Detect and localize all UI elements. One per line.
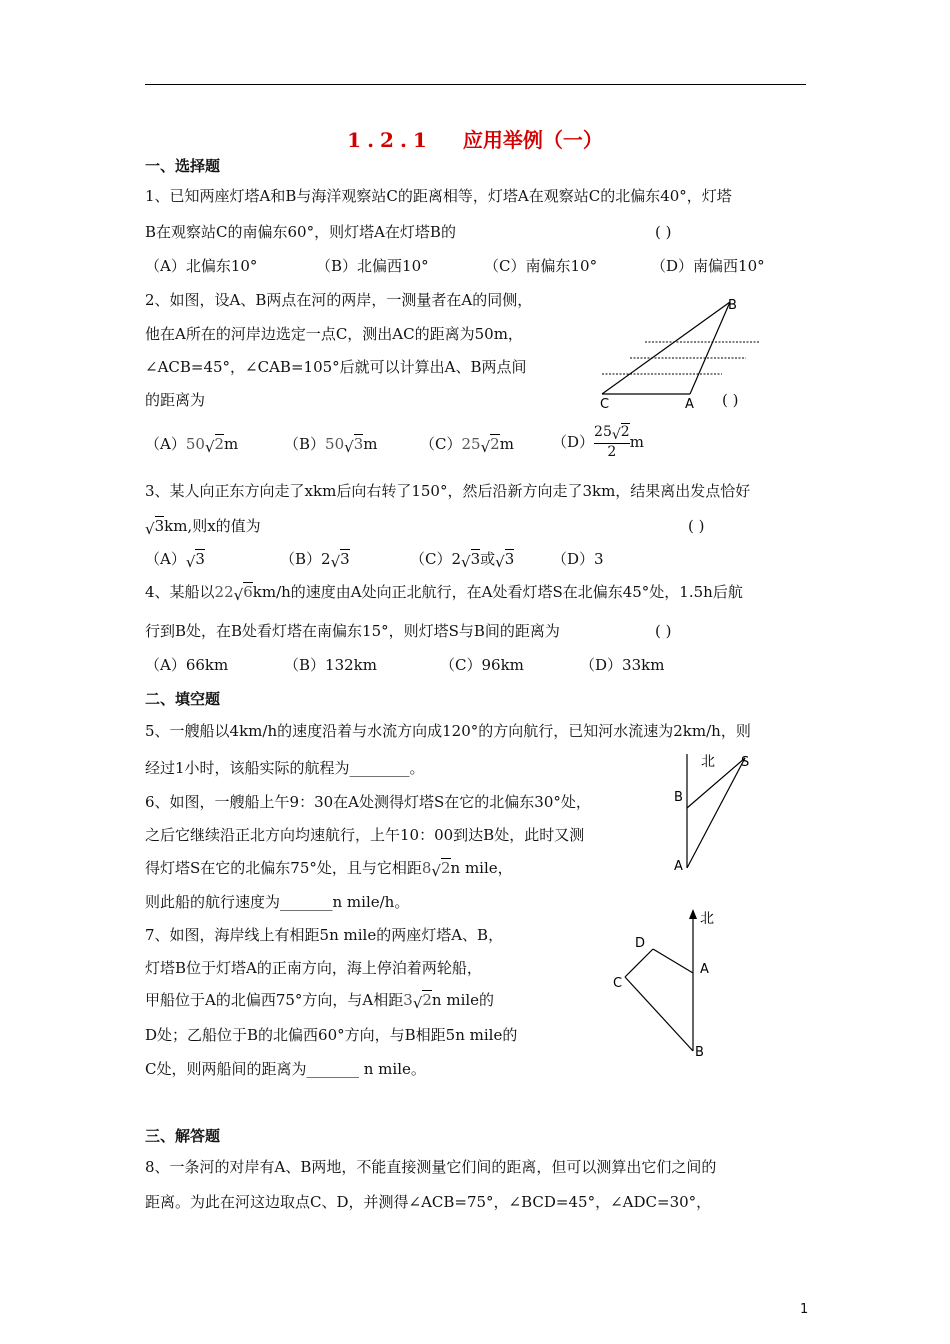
q1-option-a: （A）北偏东10°	[145, 257, 258, 275]
page-title	[0, 124, 950, 153]
q7-line1: 7、如图，海岸线上有相距5n mile的两座灯塔A、B，	[145, 926, 504, 944]
title-text: 应用举例（一）	[462, 128, 603, 152]
section-choice: 一、选择题	[145, 157, 221, 175]
q5-line2: 经过1小时，该船实际的航程为________。	[145, 759, 425, 777]
q2-option-d: $(D)\frac{25√2}{2}$ m	[552, 424, 644, 460]
q3-line1: 3、某人向正东方向走了xkm后向右转了150°，然后沿新方向走了3km，结果离出发点恰好	[145, 482, 751, 500]
q4-paren: ( )	[655, 622, 672, 640]
q6-fig-label-b: B	[674, 790, 683, 805]
q2-line3: ∠ACB=45°，∠CAB=105°后就可以计算出A、B两点间	[145, 358, 527, 376]
title-number: 1.2.1	[347, 128, 433, 152]
q6-fig-north: 北	[701, 754, 715, 770]
q4-option-b: （B）132km	[284, 656, 377, 674]
q2-option-c: （C）25√2m	[420, 435, 514, 456]
q2-option-b: （B）50√3m	[284, 435, 378, 456]
q3-option-d: （D）3	[552, 550, 604, 568]
q6-line1: 6、如图，一艘船上午9：30在A处测得灯塔S在它的北偏东30°处，	[145, 793, 591, 811]
q2-line1: 2、如图，设A、B两点在河的两岸，一测量者在A的同侧，	[145, 291, 533, 309]
q7-fig-label-d: D	[635, 936, 646, 951]
q2-fig-label-b: B	[728, 298, 737, 313]
q4-line1: 4、某船以22√6km/h的速度由A处向正北航行，在A处看灯塔S在北偏东45°处，1.5h后航	[145, 583, 743, 604]
q4-option-a: （A）66km	[145, 656, 229, 674]
q1-line1: 1、已知两座灯塔A和B与海洋观察站C的距离相等，灯塔A在观察站C的北偏东40°，灯塔	[145, 187, 732, 205]
section-fill: 二、填空题	[145, 690, 221, 708]
q4-line2: 行到B处，在B处看灯塔在南偏东15°，则灯塔S与B间的距离为	[145, 622, 560, 640]
q6-figure	[665, 746, 765, 876]
q3-option-c: （C）2√3或√3	[410, 550, 515, 571]
q2-paren: ( )	[722, 391, 739, 409]
q7-fig-north: 北	[700, 911, 714, 927]
q7-fig-label-b: B	[695, 1045, 704, 1060]
section-solve: 三、解答题	[145, 1127, 221, 1145]
q6-line3: 得灯塔S在它的北偏东75°处，且与它相距8√2n mile，	[145, 859, 513, 880]
q6-line2: 之后它继续沿正北方向均速航行，上午10：00到达B处，此时又测	[145, 826, 585, 844]
q2-option-d-fraction: $\frac{25√2}{2}$	[594, 424, 630, 460]
q1-option-c: （C）南偏东10°	[484, 257, 598, 275]
q7-line5: C处，则两船间的距离为_______ n mile。	[145, 1060, 426, 1078]
q6-line4: 则此船的航行速度为_______n mile/h。	[145, 893, 410, 911]
q1-option-d: （D）南偏西10°	[651, 257, 765, 275]
q8-line2: 距离。为此在河这边取点C、D，并测得∠ACB=75°，∠BCD=45°，∠ADC=30°，	[145, 1193, 712, 1211]
q2-option-a: （A）50√2m	[145, 435, 239, 456]
q2-line2: 他在A所在的河岸边选定一点C，测出AC的距离为50m，	[145, 325, 523, 343]
q3-paren: ( )	[688, 517, 705, 535]
q4-option-d: （D）33km	[580, 656, 665, 674]
q6-fig-label-s: S	[741, 755, 750, 770]
q2-line4: 的距离为	[145, 391, 206, 409]
q3-line2: √3km,则x的值为	[145, 517, 261, 538]
q8-line1: 8、一条河的对岸有A、B两地，不能直接测量它们间的距离，但可以测算出它们之间的	[145, 1158, 717, 1176]
q5-line1: 5、一艘船以4km/h的速度沿着与水流方向成120°的方向航行，已知河水流速为2km/h，则	[145, 722, 751, 740]
q3-option-b: （B）2√3	[280, 550, 350, 571]
page-number: 1	[800, 1302, 809, 1317]
q7-line2: 灯塔B位于灯塔A的正南方向，海上停泊着两轮船，	[145, 959, 482, 977]
header-rule	[145, 84, 806, 85]
q7-fig-label-a: A	[700, 962, 709, 977]
q1-option-b: （B）北偏西10°	[316, 257, 429, 275]
q6-fig-label-a: A	[674, 859, 683, 874]
q4-option-c: （C）96km	[440, 656, 524, 674]
q7-line4: D处；乙船位于B的北偏西60°方向，与B相距5n mile的	[145, 1026, 518, 1044]
q1-line2: B在观察站C的南偏东60°，则灯塔A在灯塔B的	[145, 223, 456, 241]
q7-figure	[605, 903, 725, 1063]
q1-paren: ( )	[655, 223, 672, 241]
q7-fig-label-c: C	[613, 976, 623, 991]
q3-option-a: （A）√3	[145, 550, 205, 571]
q2-fig-label-a: A	[685, 397, 694, 412]
q7-line3: 甲船位于A的北偏西75°方向，与A相距3√2n mile的	[145, 991, 495, 1012]
q2-fig-label-c: C	[600, 397, 610, 412]
q2-figure	[590, 290, 775, 415]
